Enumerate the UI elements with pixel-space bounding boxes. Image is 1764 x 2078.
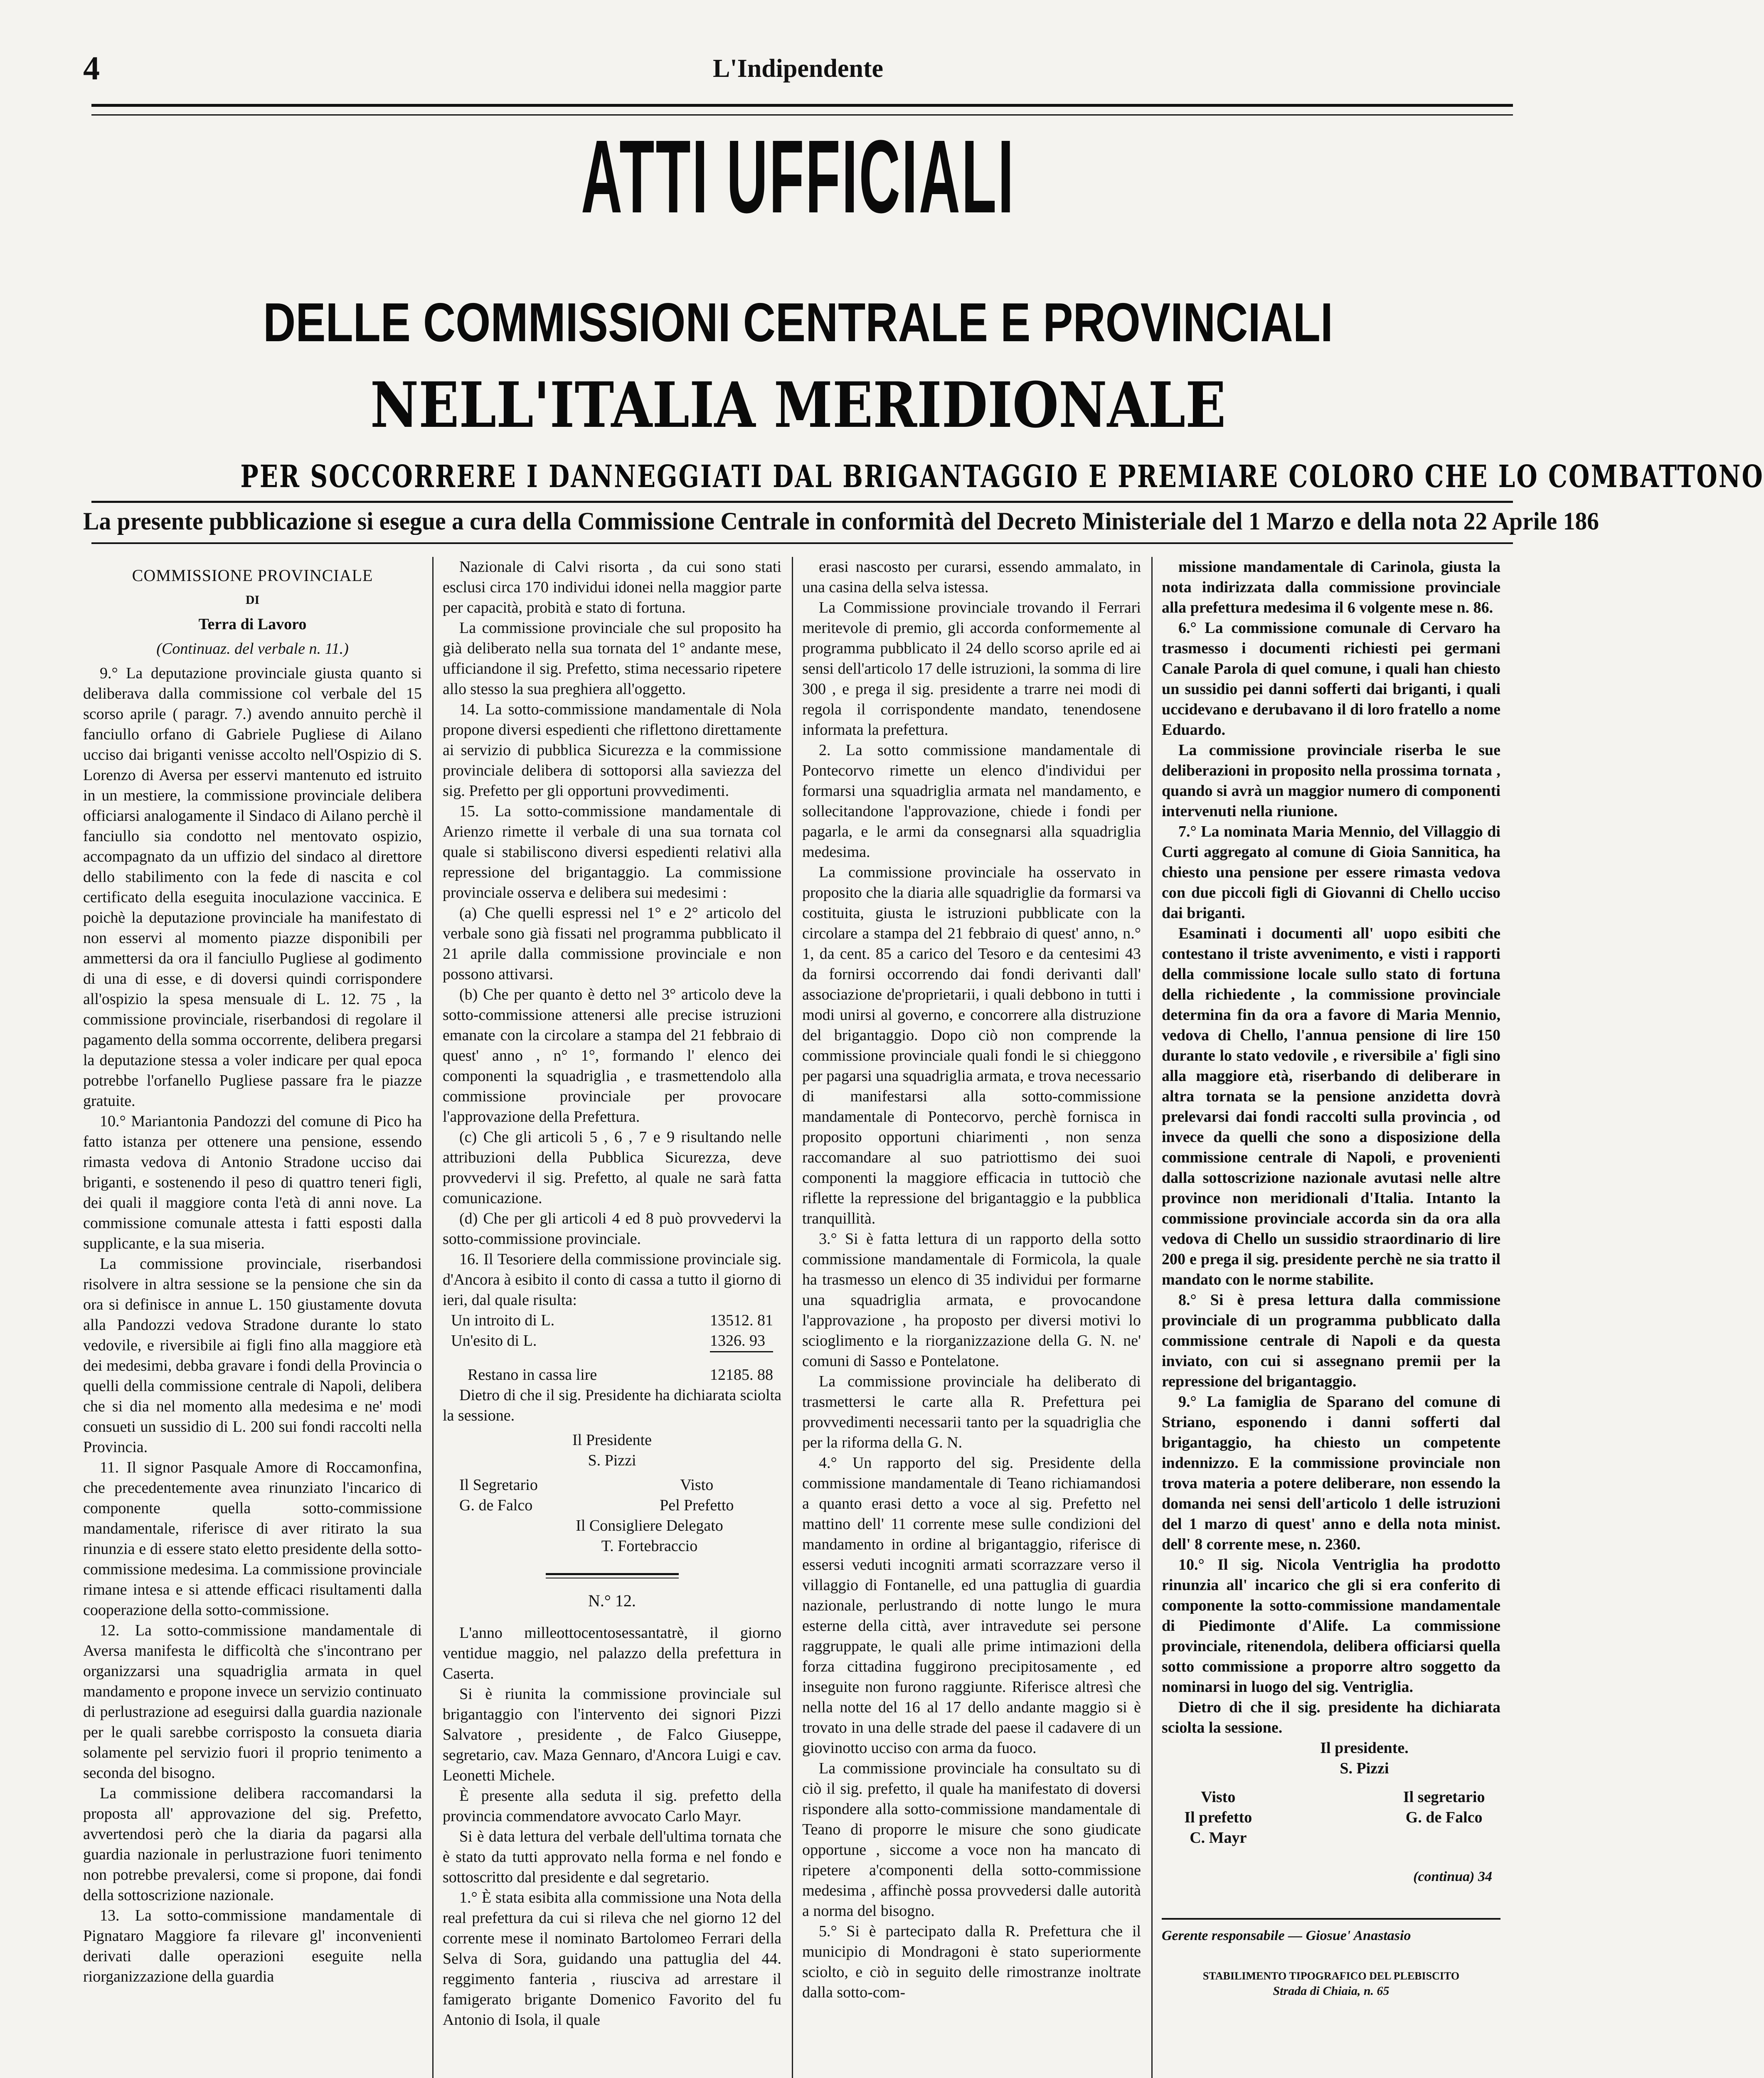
signature-title: Il Segretario [459, 1476, 538, 1494]
continua-note: (continua) 34 [1413, 1869, 1492, 1884]
paragraph: La commissione provinciale che sul proposito ha già deliberato nella sua tornata del 1° andante mese, ufficiandone il sig. Prefetto, stima necessario ripetere allo stesso la sua preghiera all'oggetto. [443, 619, 781, 698]
signature-name: S. Pizzi [1340, 1760, 1389, 1777]
paragraph: La commissione delibera raccomandarsi la proposta all' approvazione del sig. Prefetto, avvertendosi però che la diaria da pagarsi alla guardia nazionale in perlustrazione fuori tenimento non potrebbe prevalersi, come si propone, dai fondi della sottoscrizione nazionale. [83, 1785, 422, 1904]
column-4 [1162, 557, 1500, 2078]
paragraph: Si è data lettura del verbale dell'ultima tornata che è stato da tutti approvato nella forma e nel fondo e sottoscritto dal presidente e dal segretario. [443, 1828, 781, 1886]
paragraph: La Commissione provinciale trovando il Ferrari meritevole di premio, gli accorda conformemente al programma pubblicato il 24 dello scorso aprile ed ai sensi dell'articolo 17 delle istruzioni, la somma di lire 300 , e prega il sig. presidente a trarre nei modi di regola il corrispondente mandato, tenendosene informata la prefettura. [802, 599, 1141, 739]
paragraph: missione mandamentale di Carinola, giusta la nota indirizzata dalla commissione provinciale alla prefettura medesima il 6 volgente mese n. 86. [1162, 558, 1500, 616]
column-2 [443, 557, 781, 2078]
signature-block [443, 1430, 781, 1556]
signature-title: Pel Prefetto [660, 1497, 734, 1514]
signature-title: Il segretario [1403, 1788, 1485, 1806]
title-line-1: ATTI UFFICIALI [581, 118, 1015, 234]
column-1 [83, 557, 422, 2078]
paragraph: La commissione provinciale ha osservato in proposito che la diaria alle squadriglie da formarsi va costituita, giusta le istruzioni pubblicate con la circolare a stampa del 21 febbraio di quest' anno, n.° 1, da cent. 85 a carico del Tesoro e da centesimi 43 da fornirsi occorrendo dai fondi derivanti dall' associazione de'proprietarii, i quali debbono in tutti i modi unirsi al governo, e concorrere alla distruzione del brigantaggio. Dopo ciò non comprende la commissione provinciale quali fondi le si chieggono per pagarsi una squadriglia armata, e trova necessario di manifestarsi alla sotto-commissione mandamentale di Pontecorvo, perchè fornisca in proposito opportuni chiarimenti , non senza raccomandare al suo patriottismo dei suoi componenti la maggiore efficacia in tuttociò che riflette la repressione del brigantaggio e la pubblica tranquillità. [802, 864, 1141, 1227]
printer-address: Strada di Chiaia, n. 65 [1273, 1984, 1390, 1998]
header-rule [91, 104, 1513, 116]
paragraph: 9.° La deputazione provinciale giusta quanto si deliberava dalla commissione col verbale del 15 scorso aprile ( paragr. 7.) avendo annuito perchè il fanciullo orfano di Gabriele Pugliese di Ailano ucciso dai briganti venisse accolto nell'Ospizio di S. Lorenzo di Aversa per esservi mantenuto ed istruito in un mestiere, la commissione provinciale delibera officiarsi analogamente il Sindaco di Ailano perchè il fanciullo sia condotto nel mentovato ospizio, accompagnato da un uffizio del sindaco al direttore dello stabilimento con la fede di nascita e col certificato della eseguita inoculazione vaccinica. E poichè la deputazione provinciale ha manifestato di non esservi al momento piazze disponibili per ammettersi da ora il fanciullo Pugliese al godimento di una di esse, e di doversi quindi corrispondere all'ospizio la spesa mensuale di L. 12. 75 , la commissione provinciale, riserbandosi di regolare il pagamento della somma occorrente, delibera pregarsi la deputazione stessa a voler indicare per qual epoca potrebbe l'orfanello Pugliese passare fra le piazze gratuite. [83, 665, 422, 1110]
signature-name: S. Pizzi [588, 1452, 636, 1469]
paragraph: Dietro di che il sig. Presidente ha dichiarata sciolta la sessione. [443, 1386, 781, 1424]
paragraph: 10.° Mariantonia Pandozzi del comune di Pico ha fatto istanza per ottenere una pensione, essendo rimasta vedova di Antonio Stradone ucciso dai briganti, e sostenendo il peso di quattro teneri figli, dei quali il maggiore conta l'età di anni nove. La commissione comunale attesta i fatti esposti dalla supplicante, e la sua miseria. [83, 1113, 422, 1252]
signature-name: C. Mayr [1190, 1829, 1247, 1847]
printer-name: STABILIMENTO TIPOGRAFICO DEL PLEBISCITO [1202, 1970, 1460, 1982]
subtitle-rule [91, 542, 1513, 544]
page-number: 4 [83, 50, 100, 87]
signature-visto: Visto [680, 1476, 714, 1494]
paragraph: 9.° La famiglia de Sparano del comune di Striano, esponendo i danni sofferti dal brigantaggio, ha chiesto un competente indennizzo. E la commissione provinciale non trova materia a potere deliberare, non essendo la domanda nei sensi dell'articolo 1 delle istruzioni del 1 marzo di quest' anno e della nota minist. dell' 8 corrente mese, n. 2360. [1162, 1393, 1500, 1553]
cash-ledger-total [443, 1365, 781, 1385]
paragraph: 11. Il signor Pasquale Amore di Roccamonfina, che precedentemente avea rinunziato l'incarico di componente quella sotto-commissione mandamentale, riferisce di aver ritirato la sua rinunzia e di essere stato eletto presidente della sotto-commissione medesima. La commissione provinciale rimane intesa e si attende efficaci risultamenti dalla cooperazione della sotto-commissione. [83, 1459, 422, 1619]
commission-place: Terra di Lavoro [198, 616, 307, 633]
title-line-4: PER SOCCORRERE I DANNEGGIATI DAL BRIGANTAGGIO E PREMIARE COLORO CHE LO COMBATTONO [240, 459, 1764, 495]
signature-title: Il Consigliere Delegato [576, 1517, 723, 1534]
paragraph: Si è riunita la commissione provinciale sul brigantaggio con l'intervento dei signori Pizzi Salvatore , presidente , de Falco Giuseppe, segretario, cav. Maza Gennaro, d'Ancora Luigi e cav. Leonetti Michele. [443, 1685, 781, 1784]
title-line-2: DELLE COMMISSIONI CENTRALE E PROVINCIALI [263, 292, 1333, 353]
paragraph: La commissione provinciale ha deliberato di trasmettersi le carte alla R. Prefettura pei provvedimenti necessarii tanto per la squadriglia che per la riforma della G. N. [802, 1373, 1141, 1451]
title-line-3: NELL'ITALIA MERIDIONALE [370, 369, 1226, 442]
paragraph: La commissione provinciale ha consultato su di ciò il sig. prefetto, il quale ha manifestato di doversi rispondere alla sotto-commissione mandamentale di Teano di proporre le misure che sono giudicate opportune , siccome a voce non ha mancato di ripetere a'componenti della sotto-commissione medesima , affinchè possa provvedersi dalle autorità a norma del bisogno. [802, 1760, 1141, 1920]
paragraph: Nazionale di Calvi risorta , da cui sono stati esclusi circa 170 individui idonei nella maggior parte per capacità, probità e stato di fortuna. [443, 558, 781, 616]
gerente-line: Gerente responsabile — Giosue' Anastasio [1162, 1918, 1500, 1944]
publication-note: La presente pubblicazione si esegue a cura della Commissione Centrale in conformità del Decreto Ministeriale del 1 Marzo e della nota 22 Aprile 186 [83, 507, 1599, 535]
paragraph: 13. La sotto-commissione mandamentale di Pignataro Maggiore fa rilevare gl' inconvenienti derivati dalle operazioni eseguite nella riorganizzazione della guardia [83, 1907, 422, 1985]
paragraph: 3.° Si è fatta lettura di un rapporto della sotto commissione mandamentale di Formicola, la quale ha trasmesso un elenco di 35 individui per formarne una squadriglia armata, e provocandone l'approvazione , ha proposto per diversi motivi lo scioglimento e la riorganizzazione della G. N. ne' comuni di Sasso e Pontelatone. [802, 1230, 1141, 1370]
signature-title: Il presidente. [1320, 1739, 1409, 1757]
section-rule [546, 1573, 679, 1578]
newspaper-page [83, 42, 1764, 2078]
paragraph: Dietro di che il sig. presidente ha dichiarata sciolta la sessione. [1162, 1699, 1500, 1736]
record-number: N.° 12. [588, 1591, 636, 1610]
cash-ledger [443, 1310, 781, 1352]
paragraph: 4.° Un rapporto del sig. Presidente della commissione mandamentale di Teano richiamandosi a quanto erasi detto a voce al sig. Prefetto nel mattino dell' 11 corrente mese sulle condizioni del mandamento in ordine al brigantaggio, riferisce di essersi veduti incogniti armati scorrazzare verso il villaggio di Fontanelle, ed una pattuglia di guardia nazionale, perlustrando di notte lungo le mura esterne della città, aver intravedute sei persone raggruppate, le quali alle prime intimazioni della forza cittadina fuggirono precipitosamente , ed inseguite non furono raggiunte. Riferisce altresì che nella notte del 16 al 17 dello andante maggio si è trovato in una delle strade del paese il cadavere di un giovinotto ucciso con arma da fuoco. [802, 1454, 1141, 1757]
paragraph: 6.° La commissione comunale di Cervaro ha trasmesso i documenti richiesti pei germani Canale Parola di quel comune, i quali han chiesto un sussidio pei danni sofferti dai briganti, i quali uccidevano e derubavano il di loro fratello a nome Eduardo. [1162, 619, 1500, 739]
ledger-total-label: Restano in cassa lire [468, 1366, 597, 1384]
printer-imprint [1162, 1969, 1500, 1999]
signature-name: T. Fortebraccio [601, 1537, 698, 1555]
title-rule [91, 501, 1513, 503]
paragraph: 1.° È stata esibita alla commissione una Nota della real prefettura da cui si rileva che nel giorno 12 del corrente mese il nominato Bartolomeo Ferrari della Selva di Sora, guidando una pattuglia del 44. reggimento fanteria , riusciva ad arrestare il famigerato brigante Domenico Favorito del fu Antonio di Isola, il quale [443, 1889, 781, 2029]
commission-heading: COMMISSIONE PROVINCIALE [132, 566, 373, 585]
paragraph: 8.° Si è presa lettura dalla commissione provinciale di un programma pubblicato dalla commissione centrale di Napoli e da questa inviato, con cui si assegnano premii per la repressione del brigantaggio. [1162, 1291, 1500, 1390]
paragraph: 10.° Il sig. Nicola Ventriglia ha prodotto rinunzia all' incarico che gli si era conferito di componente la sotto-commissione mandamentale di Piedimonte d'Alife. La commissione provinciale, ritenendola, delibera officiarsi quella sotto commissione a proporre altro soggetto da nominarsi in luogo del sig. Ventriglia. [1162, 1556, 1500, 1696]
paragraph: La commissione provinciale riserba le sue deliberazioni in proposito nella prossima tornata , quando si avrà un maggior numero di componenti intervenuti nella riunione. [1162, 741, 1500, 820]
ledger-expense-label: Un'esito di L. [451, 1332, 537, 1349]
signature-name: G. de Falco [459, 1497, 533, 1514]
running-head [83, 50, 1513, 100]
column-3 [802, 557, 1141, 2078]
signature-title: Il prefetto [1184, 1809, 1252, 1826]
paragraph: (c) Che gli articoli 5 , 6 , 7 e 9 risultando nelle attribuzioni della Pubblica Sicurezza, deve provvedervi il sig. Prefetto, al quale ne sarà fatta comunicazione. [443, 1128, 781, 1207]
paragraph: erasi nascosto per curarsi, essendo ammalato, in una casina della selva istessa. [802, 558, 1141, 596]
commission-di: DI [245, 593, 260, 607]
signature-title: Il Presidente [572, 1431, 652, 1449]
signature-visto: Visto [1201, 1788, 1236, 1806]
paragraph: 12. La sotto-commissione mandamentale di Aversa manifesta le difficoltà che s'incontrano per organizzarsi una squadriglia armata in quel mandamento e propone invece un servizio continuato di perlustrazione ad eseguirsi dalla guardia nazionale per le quali sarebbe corrisposto la consueta diaria solamente pel servizio fuori il proprio tenimento a seconda del bisogno. [83, 1622, 422, 1782]
paragraph: (d) Che per gli articoli 4 ed 8 può provvedervi la sotto-commissione provinciale. [443, 1210, 781, 1248]
paragraph: 5.° Si è partecipato dalla R. Prefettura che il municipio di Mondragoni è stato superiormente sciolto, e ciò in seguito delle rimostranze inoltrate dalla sotto-com- [802, 1923, 1141, 2001]
signature-name: G. de Falco [1405, 1809, 1483, 1826]
paragraph: 16. Il Tesoriere della commissione provinciale sig. d'Ancora à esibito il conto di cassa a tutto il giorno di ieri, dal quale risulta: [443, 1251, 781, 1309]
paragraph: 15. La sotto-commissione mandamentale di Arienzo rimette il verbale di una sua tornata col quale si stabiliscono diversi espedienti relativi alla repressione del brigantaggio. La commissione provinciale osserva e delibera sui medesimi : [443, 803, 781, 901]
paragraph: La commissione provinciale, riserbandosi risolvere in altra sessione se la pensione che sin da ora si definisce in annue L. 150 giustamente dovuta alla Pandozzi vedova Stradone durante lo stato vedovile, e riversibile ai figli fino alla maggiore età dei medesimi, debba gravare i fondi della Provincia o quelli della commissione centrale di Napoli, delibera che si dia nel momento alla medesima e ne' modi consueti un sussidio di L. 200 sui fondi raccolti nella Provincia. [83, 1255, 422, 1456]
paragraph: 14. La sotto-commissione mandamentale di Nola propone diversi espedienti che riflettono direttamente ai servizio di pubblica Sicurezza e la commissione provinciale delibera di sottoporsi alla saviezza del sig. Prefetto per gli opportuni provvedimenti. [443, 701, 781, 800]
signature-block [1162, 1738, 1500, 1848]
continuation-note: (Continuaz. del verbale n. 11.) [156, 640, 349, 657]
article-columns [83, 557, 1513, 2078]
ledger-total-value: 12185. 88 [710, 1366, 773, 1384]
paragraph: 2. La sotto commissione mandamentale di Pontecorvo rimette un elenco d'individui per formarsi una squadriglia armata nel mandamento, e sollecitandone l'approvazione, chiede i fondi per pagarla, e le armi da consegnarsi alla squadriglia medesima. [802, 741, 1141, 861]
paragraph: È presente alla seduta il sig. prefetto della provincia commendatore avvocato Carlo Mayr. [443, 1787, 781, 1825]
paragraph: (b) Che per quanto è detto nel 3° articolo deve la sotto-commissione attenersi alle precise istruzioni emanate con la circolare a stampa del 21 febbraio di quest' anno , n° 1°, formando l' elenco dei componenti la squadriglia , e trasmettendolo alla commissione provinciale per provocare l'approvazione della Prefettura. [443, 986, 781, 1125]
paragraph: L'anno milleottocentosessantatrè, il giorno ventidue maggio, nel palazzo della prefettura in Caserta. [443, 1624, 781, 1682]
paragraph: 7.° La nominata Maria Mennio, del Villaggio di Curti aggregato al comune di Gioia Sannitica, ha chiesto una pensione per essere rimasta vedova con due piccoli figli di Giovanni di Chello ucciso dai briganti. [1162, 823, 1500, 922]
ledger-expense-value: 1326. 93 [710, 1331, 773, 1352]
ledger-income-value: 13512. 81 [710, 1312, 773, 1329]
ledger-income-label: Un introito di L. [451, 1312, 555, 1329]
paragraph: (a) Che quelli espressi nel 1° e 2° articolo del verbale sono già fissati nel programma pubblicato il 21 aprile dalla commissione provinciale e non possono attivarsi. [443, 904, 781, 983]
paragraph: Esaminati i documenti all' uopo esibiti che contestano il triste avvenimento, e visti i rapporti della commissione locale sullo stato di fortuna della richiedente , la commissione provinciale determina fin da ora a favore di Maria Mennio, vedova di Chello, l'annua pensione di lire 150 durante lo stato vedovile , e riversibile a' figli sino alla maggiore età, riserbando di deliberare in altra tornata se la pensione anzidetta dovrà prelevarsi dai fondi raccolti sulla provincia , od invece da quelli che sono a disposizione della commissione centrale di Napoli, e provenienti dalla sottoscrizione nazionale avutasi nelle altre province non meridionali d'Italia. Intanto la commissione provinciale accorda sin da ora alla vedova di Chello un sussidio straordinario di lire 200 e prega il sig. presidente perchè ne sia tratto il mandato con le norme stabilite. [1162, 925, 1500, 1288]
newspaper-name: L'Indipendente [712, 54, 884, 83]
